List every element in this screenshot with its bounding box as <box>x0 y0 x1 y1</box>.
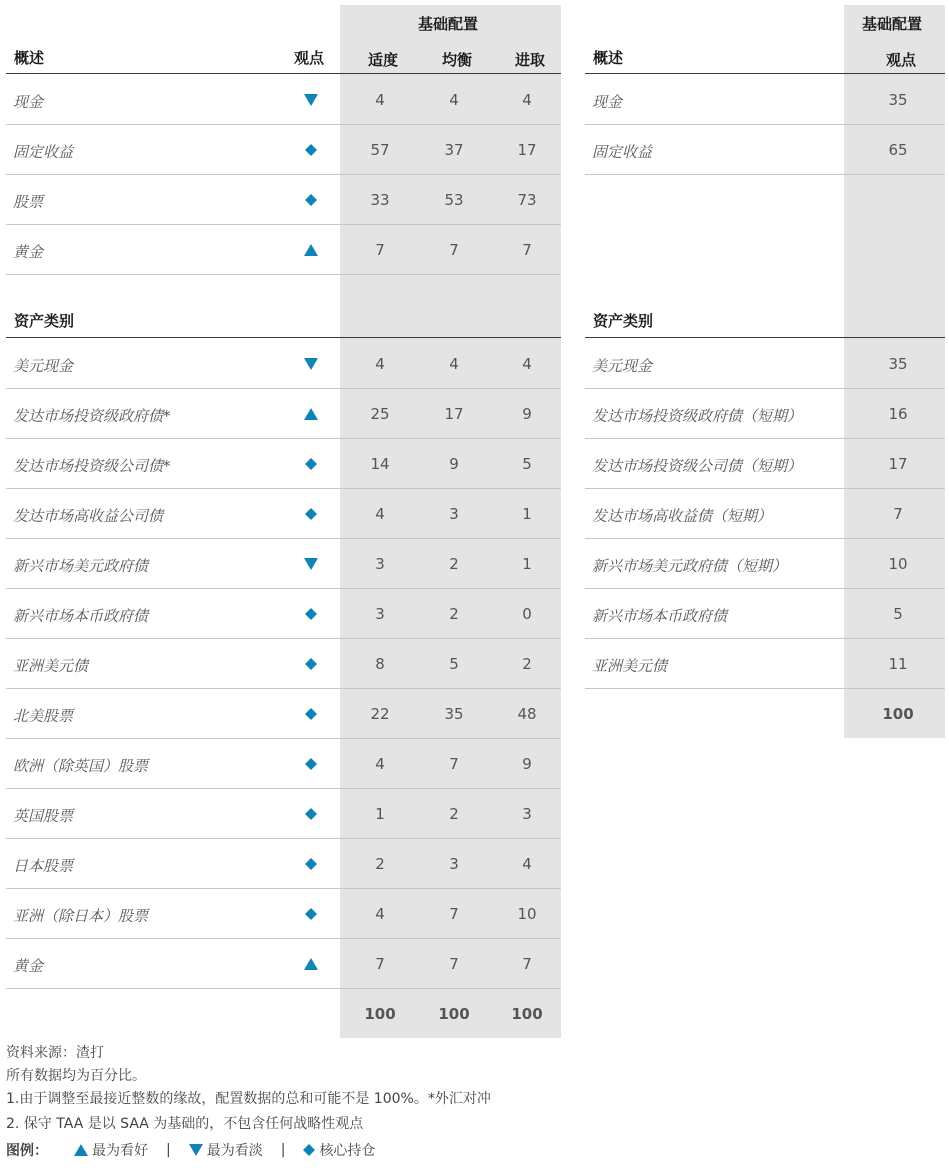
row-divider <box>585 638 945 639</box>
triangle-up-icon <box>303 242 319 258</box>
row-label: 新兴市场本币政府债 <box>592 607 728 625</box>
cell-value: 3 <box>375 555 385 573</box>
right-section2-divider <box>585 337 945 338</box>
row-label: 黄金 <box>13 957 44 975</box>
diamond-icon <box>303 906 319 922</box>
cell-value: 5 <box>893 605 903 623</box>
left-section2-title: 资产类别 <box>14 312 75 330</box>
legend-separator: | <box>280 1142 286 1158</box>
diamond-icon <box>303 456 319 472</box>
cell-value: 4 <box>375 505 385 523</box>
row-divider <box>6 224 561 225</box>
left-col-header-aggressive: 进取 <box>515 51 546 69</box>
diamond-icon <box>303 192 319 208</box>
legend-lead: 图例： <box>6 1143 48 1159</box>
row-divider <box>585 124 945 125</box>
total-value: 100 <box>364 1005 396 1023</box>
row-label: 发达市场投资级公司债* <box>13 457 171 475</box>
cell-value: 7 <box>375 241 385 259</box>
cell-value: 57 <box>370 141 390 159</box>
cell-value: 4 <box>375 905 385 923</box>
row-divider <box>585 588 945 589</box>
row-divider <box>6 388 561 389</box>
row-label: 发达市场高收益债（短期） <box>592 507 773 525</box>
left-col-header-moderate: 适度 <box>368 51 399 69</box>
left-section2-divider <box>6 337 561 338</box>
row-divider <box>6 788 561 789</box>
row-divider <box>585 688 945 689</box>
row-label: 新兴市场本币政府债 <box>13 607 149 625</box>
row-label: 黄金 <box>13 243 44 261</box>
cell-value: 5 <box>449 655 459 673</box>
left-overview-header: 概述 <box>14 49 45 67</box>
row-label: 发达市场高收益公司债 <box>13 507 164 525</box>
triangle-down-icon <box>303 556 319 572</box>
left-view-header: 观点 <box>294 49 325 67</box>
row-divider <box>6 738 561 739</box>
cell-value: 7 <box>449 955 459 973</box>
cell-value: 14 <box>370 455 390 473</box>
cell-value: 4 <box>449 355 459 373</box>
row-divider <box>585 388 945 389</box>
row-label: 固定收益 <box>592 143 653 161</box>
cell-value: 2 <box>449 555 459 573</box>
cell-value: 4 <box>522 355 532 373</box>
cell-value: 7 <box>449 241 459 259</box>
diamond-icon <box>303 506 319 522</box>
cell-value: 8 <box>375 655 385 673</box>
row-divider <box>6 988 561 989</box>
left-group-header: 基础配置 <box>418 15 479 33</box>
row-label: 亚洲美元债 <box>13 657 89 675</box>
diamond-icon <box>303 656 319 672</box>
cell-value: 1 <box>375 805 385 823</box>
right-header-divider <box>585 73 945 74</box>
row-divider <box>6 838 561 839</box>
right-section2-title: 资产类别 <box>593 312 654 330</box>
cell-value: 5 <box>522 455 532 473</box>
cell-value: 17 <box>444 405 464 423</box>
row-label: 固定收益 <box>13 143 74 161</box>
row-label: 美元现金 <box>13 357 74 375</box>
cell-value: 10 <box>517 905 537 923</box>
total-value: 100 <box>882 705 914 723</box>
legend-item-down <box>189 1140 263 1160</box>
cell-value: 33 <box>370 191 390 209</box>
row-divider <box>585 488 945 489</box>
cell-value: 4 <box>522 855 532 873</box>
row-label: 欧洲（除英国）股票 <box>13 757 149 775</box>
row-label: 现金 <box>592 93 623 111</box>
row-divider <box>6 638 561 639</box>
cell-value: 7 <box>449 755 459 773</box>
legend-separator: | <box>166 1142 171 1158</box>
footnote-source: 资料来源：渣打 <box>6 1045 104 1061</box>
footnote-percent: 所有数据均为百分比。 <box>6 1068 146 1084</box>
diamond-icon <box>303 606 319 622</box>
row-label: 北美股票 <box>13 707 74 725</box>
cell-value: 2 <box>522 655 532 673</box>
row-label: 发达市场投资级政府债* <box>13 407 171 425</box>
cell-value: 9 <box>522 405 532 423</box>
right-view-header: 观点 <box>886 51 917 69</box>
row-label: 亚洲美元债 <box>592 657 668 675</box>
cell-value: 35 <box>888 355 908 373</box>
footnote-rounding: 1.由于调整至最接近整数的缘故，配置数据的总和可能不是 100%。*外汇对冲 <box>6 1091 491 1107</box>
legend-up-label: 最为看好 <box>92 1143 148 1159</box>
triangle-up-icon <box>303 956 319 972</box>
cell-value: 7 <box>522 241 532 259</box>
row-label: 英国股票 <box>13 807 74 825</box>
cell-value: 9 <box>449 455 459 473</box>
cell-value: 7 <box>522 955 532 973</box>
cell-value: 53 <box>444 191 464 209</box>
legend-down-label: 最为看淡 <box>206 1143 263 1159</box>
cell-value: 1 <box>522 505 532 523</box>
cell-value: 10 <box>888 555 908 573</box>
cell-value: 17 <box>888 455 908 473</box>
diamond-icon <box>303 1144 315 1156</box>
row-label: 美元现金 <box>592 357 653 375</box>
cell-value: 7 <box>893 505 903 523</box>
row-divider <box>6 174 561 175</box>
cell-value: 3 <box>375 605 385 623</box>
row-divider <box>6 588 561 589</box>
total-value: 100 <box>438 1005 470 1023</box>
triangle-down-icon <box>303 356 319 372</box>
cell-value: 4 <box>522 91 532 109</box>
row-divider <box>6 938 561 939</box>
cell-value: 4 <box>375 755 385 773</box>
cell-value: 35 <box>888 91 908 109</box>
row-divider <box>585 438 945 439</box>
row-divider <box>6 438 561 439</box>
triangle-up-icon <box>303 406 319 422</box>
total-value: 100 <box>511 1005 543 1023</box>
cell-value: 37 <box>444 141 464 159</box>
row-divider <box>6 538 561 539</box>
cell-value: 9 <box>522 755 532 773</box>
diamond-icon <box>303 806 319 822</box>
footnote-taa: 2. 保守 TAA 是以 SAA 为基础的，不包含任何战略性观点 <box>6 1116 364 1132</box>
cell-value: 16 <box>888 405 908 423</box>
left-header-divider <box>6 73 561 74</box>
row-divider <box>6 888 561 889</box>
legend-item-up <box>74 1140 148 1160</box>
cell-value: 11 <box>888 655 908 673</box>
row-label: 股票 <box>13 193 44 211</box>
legend-item-core <box>303 1140 375 1160</box>
diamond-icon <box>303 142 319 158</box>
right-overview-header: 概述 <box>593 49 624 67</box>
row-divider <box>585 538 945 539</box>
right-group-header: 基础配置 <box>862 15 923 33</box>
row-divider <box>585 174 945 175</box>
cell-value: 3 <box>449 505 459 523</box>
cell-value: 25 <box>370 405 390 423</box>
left-col-header-balanced: 均衡 <box>442 51 473 69</box>
row-label: 日本股票 <box>13 857 74 875</box>
cell-value: 2 <box>449 805 459 823</box>
legend-core-label: 核心持仓 <box>319 1143 376 1159</box>
diamond-icon <box>303 756 319 772</box>
row-divider <box>6 274 561 275</box>
diamond-icon <box>303 856 319 872</box>
row-label: 新兴市场美元政府债（短期） <box>592 557 788 575</box>
cell-value: 48 <box>517 705 537 723</box>
cell-value: 3 <box>449 855 459 873</box>
row-divider <box>6 488 561 489</box>
diamond-icon <box>303 706 319 722</box>
cell-value: 7 <box>449 905 459 923</box>
row-divider <box>6 124 561 125</box>
triangle-down-icon <box>189 1144 203 1156</box>
cell-value: 22 <box>370 705 390 723</box>
cell-value: 7 <box>375 955 385 973</box>
cell-value: 35 <box>444 705 464 723</box>
cell-value: 3 <box>522 805 532 823</box>
row-label: 发达市场投资级政府债（短期） <box>592 407 803 425</box>
cell-value: 65 <box>888 141 908 159</box>
cell-value: 4 <box>375 91 385 109</box>
cell-value: 1 <box>522 555 532 573</box>
triangle-down-icon <box>303 92 319 108</box>
row-label: 新兴市场美元政府债 <box>13 557 149 575</box>
cell-value: 2 <box>449 605 459 623</box>
cell-value: 73 <box>517 191 537 209</box>
cell-value: 4 <box>375 355 385 373</box>
cell-value: 17 <box>517 141 537 159</box>
cell-value: 2 <box>375 855 385 873</box>
row-divider <box>6 688 561 689</box>
row-label: 发达市场投资级公司债（短期） <box>592 457 803 475</box>
legend <box>6 1140 375 1160</box>
triangle-up-icon <box>74 1144 88 1156</box>
row-label: 亚洲（除日本）股票 <box>13 907 149 925</box>
cell-value: 0 <box>522 605 532 623</box>
row-label: 现金 <box>13 93 44 111</box>
cell-value: 4 <box>449 91 459 109</box>
